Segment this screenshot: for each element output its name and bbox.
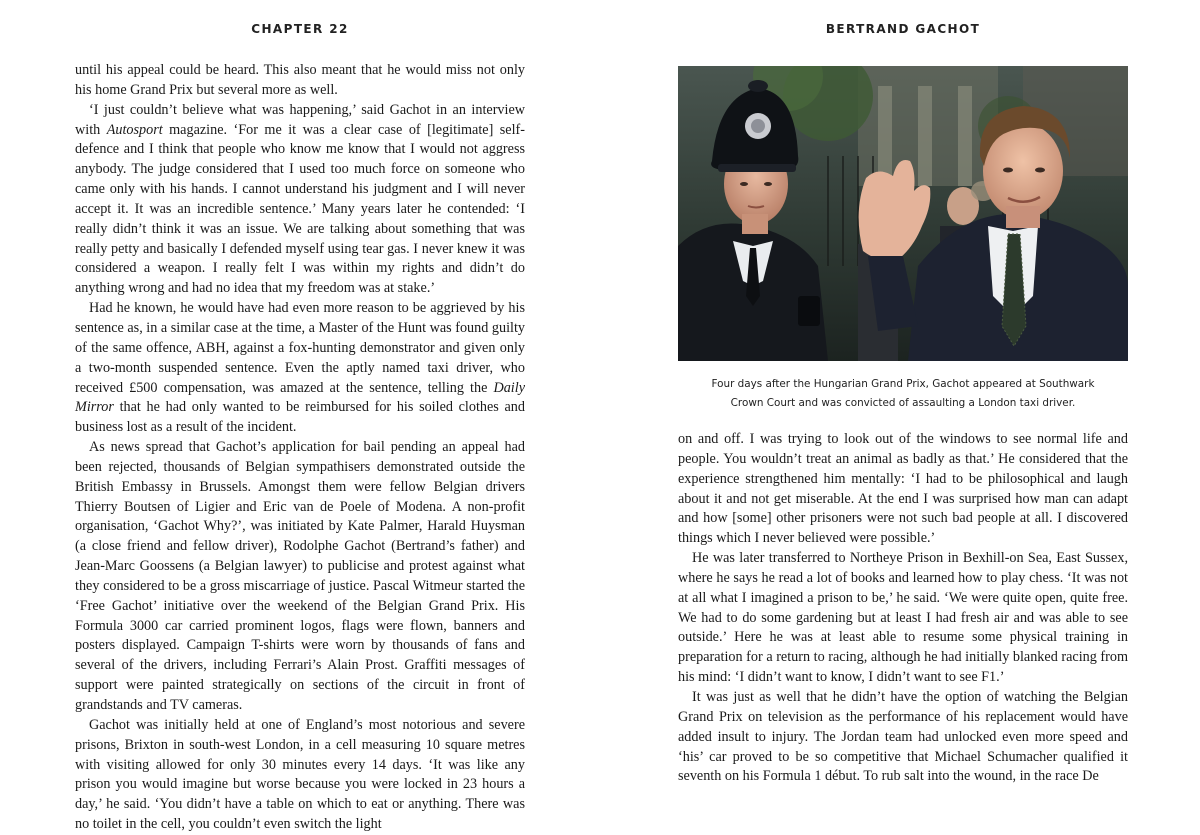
photo-illustration — [678, 66, 1128, 361]
left-body-text — [75, 61, 525, 835]
photo-caption — [678, 375, 1128, 413]
newspaper-title: Daily Mirror — [75, 379, 525, 416]
paragraph: As news spread that Gachot’s application for bail pending an appeal had been rejected, thousands of Belgian sympathisers demonstrated outside the British Embassy in Brussels. Amongst them were fellow Belgian drivers Thierry Boutsen of Ligier and Eric van de Poele of Modena. A non-profit organisation, ‘Gachot Why?’, was initiated by Kate Palmer, Harald Huysman (a close friend and fellow driver), Rodolphe Gachot (Bertrand’s father) and Jean-Marc Goossens (a Belgian lawyer) to publicise and protest against what they considered to be a gross miscarriage of justice. Pascal Witmeur started the ‘Free Gachot’ initiative over the weekend of the Belgian Grand Prix. His Formula 3000 car carried prominent logos, flags were flown, banners and posters displayed. Campaign T-shirts were worn by thousands of fans and several of the drivers, including Ferrari’s Alain Prost. Graffiti messages of support were painted strategically on sections of the circuit in front of grandstands and TV cameras. — [75, 439, 525, 713]
paragraph: until his appeal could be heard. This also meant that he would miss not only his home Grand Prix but several more as well. — [75, 62, 525, 98]
paragraph — [75, 101, 525, 299]
text-run: ‘I just couldn’t believe what was happening,’ said Gachot in an interview with — [75, 101, 525, 138]
paragraph: He was later transferred to Northeye Prison in Bexhill-on Sea, East Sussex, where he says he read a lot of books and learned how to play chess. ‘It was not at all what I imagined a prison to be,’ he said. ‘We were quite open, quite free. We had to do some gardening but at least I had fresh air and was able to see outside.’ Here he was at least able to resume some physical training in preparation for a return to racing, although he had initially blanked racing from his mind: ‘I didn’t want to know, I didn’t want to see F1.’ — [678, 550, 1128, 686]
running-head-chapter: CHAPTER 22 — [251, 22, 349, 36]
paragraph: It was just as well that he didn’t have the option of watching the Belgian Grand Prix on television as the performance of his replacement would have added insult to injury. The Jordan team had unlocked even more speed and ‘his’ car proved to be so competitive that Michael Schumacher qualified it seventh on his Formula 1 début. To rub salt into the wound, in the race De — [678, 688, 1128, 785]
magazine-title: Autosport — [106, 121, 163, 138]
right-page — [678, 0, 1128, 800]
paragraph — [75, 299, 525, 438]
running-head-title: BERTRAND GACHOT — [825, 22, 981, 36]
left-page — [75, 0, 525, 833]
court-photo — [678, 66, 1128, 361]
paragraph: Gachot was initially held at one of England’s most notorious and severe prisons, Brixton in south-west London, in a cell measuring 10 square metres with visiting allowed for only 30 minutes every 14 days. ‘It was like any prison you would imagine but worse because you were locked in 23 hours a day,’ he said. ‘You didn’t have a table on which to eat or anything. There was no toilet in the cell, you couldn’t even switch the light — [75, 716, 525, 833]
paragraph: on and off. I was trying to look out of the windows to see normal life and people. You wouldn’t treat an animal as badly as that.’ He considered that the experience strengthened him mentally: ‘I had to be philosophical and laugh about it and not get miserable. At the end I was surprised how man can adapt and how [some] other prisoners were not such bad people at all. I discovered things which I never believed were possible.’ — [678, 431, 1128, 547]
text-run: Had he known, he would have had even more reason to be aggrieved by his sentence as, in a similar case at the time, a Master of the Hunt was found guilty of the same offence, ABH, against a fox-hunting demonstrator and given only a two-month suspended sentence. Even the aptly named taxi driver, who received £500 compensation, was amazed at the sentence, telling the — [75, 300, 525, 396]
caption-line: Crown Court and was convicted of assaulting a London taxi driver. — [730, 397, 1076, 409]
text-run: that he had only wanted to be reimbursed for his soiled clothes and business lost as a result of the incident. — [75, 399, 525, 436]
text-run: magazine. ‘For me it was a clear case of [legitimate] self-defence and I think that people who know me know that I would not aggress anybody. The judge considered that I used too much force on someone who came only with his hands. I cannot understand his judgment and I will never accept it. It was an incredible sentence.’ Many years later he contended: ‘I really didn’t think it was an issue. We are talking about something that was really petty and basically I defended myself using tear gas. I never knew it was considered a weapon. I really felt I was within my rights and didn’t do anything wrong and had no idea that my freedom was at stake.’ — [75, 121, 525, 297]
right-body-text — [678, 430, 1128, 787]
caption-line: Four days after the Hungarian Grand Prix, Gachot appeared at Southwark — [711, 378, 1095, 390]
